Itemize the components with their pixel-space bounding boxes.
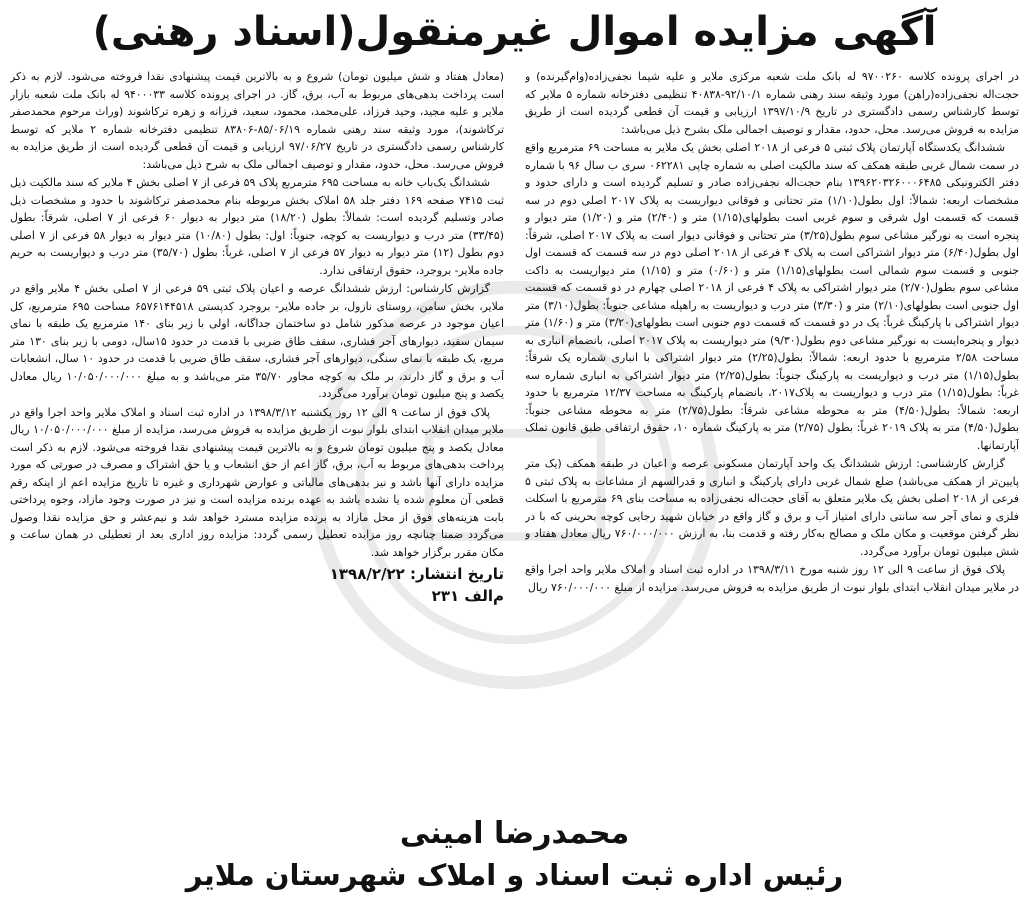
publish-date: تاریخ انتشار: ۱۳۹۸/۲/۲۲ (329, 565, 504, 583)
left-paragraph: پلاک فوق از ساعت ۹ الی ۱۲ روز یکشنبه ۱۳۹۸/۳/۱۲ در اداره ثبت اسناد و املاک ملایر واحد اجرا واقع در ملایر میدان انقلاب ابتدای بلوار نبوت از طریق مزایده به فروش می‌رسد، مزایده از مبلغ ۱۰/۰۵۰/۰۰۰/۰۰۰ ریال معادل یکصد و پنج میلیون تومان شروع و به بالاترین قیمت پیشنهادی نقدا فروخته می‌شود. لازم به ذکر است پرداخت بدهی‌های مربوط به آب، برق، گاز اعم از حق انشعاب و یا حق اشتراک و مصرف در صورتی که مورد مزایده دارای آنها باشد و نیز بدهی‌های مالیاتی و عوارض شهرداری و غیره تا تاریخ مزایده اعم از اینکه رقم قطعی آن معلوم شده یا نشده باشد به عهده برنده مزایده است و نیز در صورت وجود مازاد، وجوه پرداختی بابت هزینه‌های فوق از محل مازاد به برنده مزایده مسترد خواهد شد و نیم‌عشر و حق مزایده نقدا وصول می‌گردد ضمنا چنانچه روز مزایده تعطیل رسمی گردد: مزایده روز اداری بعد از تعطیلی در همان ساعت و مکان مقرر برگزار خواهد شد. (10, 405, 504, 559)
left-paragraph: گزارش کارشناس: ارزش ششدانگ عرصه و اعیان پلاک ثبتی ۵۹ فرعی از ۷ اصلی بخش ۴ ملایر واقع در ملایر، بخش سامن، روستای نازول، بر جاده ملایر- بروجرد کدپستی ۶۵۷۶۱۴۴۵۱۸ مساحت ۶۹۵ مترمربع، کل اعیان موجود در عرصه مذکور شامل دو ساختمان جداگانه، اولی با زیر بنای ۱۴۰ مترمربع یک طبقه با نمای سیمان سفید، دیوارهای آجر فشاری، سقف طاق ضربی با قدمت در حدود ۱۵سال، دومی با زیر بنای ۱۳۰ متر مربع، یک طبقه با نمای سنگی، دیوارهای آجر فشاری، سقف طاق ضربی با قدمت در حدود ۱۰ سال، انشعابات آب و برق و گاز دارند، بر ملک به کوچه مجاور ۳۵/۷۰ متر می‌باشد و به مبلغ ۱۰/۰۵۰/۰۰۰/۰۰۰ ریال معادل یکصد و پنج میلیون تومان برآورد می‌گردد. (10, 282, 504, 400)
left-paragraph: ششدانگ یک‌باب خانه به مساحت ۶۹۵ مترمربع پلاک ۵۹ فرعی از ۷ اصلی بخش ۴ ملایر که سند مالکیت ذیل ثبت ۷۴۱۵ صفحه ۱۶۹ دفتر جلد ۵۸ املاک بخش مربوطه بنام محمدصفر ترکاشوند با حدود و مشخصات ذیل صادر وتسلیم گردیده است: شمالاً: بطول (۱۸/۲۰) متر دیوار به دیوار ۶۰ فرعی از ۷ اصلی، شرقاً: بطول (۳۳/۴۵) متر درب و دیواریست به کوچه، جنوباً: اول: بطول (۱۰/۸۰) متر دیوار به دیوار ۵۸ فرعی از ۷ اصلی دوم بطول (۱۲) متر دیوار به دیوار ۵۷ فرعی از ۷ اصلی، غرباً: بطول (۳۵/۷۰) متر درب و دیواریست به حریم جاده ملایر- بروجرد، حقوق ارتفاقی ندارد. (10, 176, 504, 277)
right-column (525, 68, 1019, 810)
signature-block (10, 814, 1019, 896)
right-paragraph: پلاک فوق از ساعت ۹ الی ۱۲ روز شنبه مورخ ۱۳۹۸/۳/۱۱ در اداره ثبت اسناد و املاک ملایر واحد اجرا واقع در ملایر میدان انقلاب ابتدای بلوار نبوت از طریق مزایده به فروش می‌رسد. مزایده از مبلغ ۷۶۰/۰۰۰/۰۰۰ ریال (525, 563, 1019, 594)
left-column (10, 68, 504, 810)
notice-body (10, 68, 1019, 810)
signatory-title: رئیس اداره ثبت اسناد و املاک شهرستان ملایر (185, 858, 844, 892)
left-paragraph: (معادل هفتاد و شش میلیون تومان) شروع و به بالاترین قیمت پیشنهادی نقدا فروخته می‌شود. لازم به ذکر است پرداخت بدهی‌های مربوط به آب، برق، گاز. در اجرای پرونده کلاسه ۹۴۰۰۰۳۳ له بانک ملت شعبه بازار ملایر و علیه مجید، وحید فرزاد، علی‌محمد، محمود، سعید، فرزانه و زهره ترکاشوند (وراث مرحوم محمدصفر ترکاشوند)، مورد وثیقه سند رهنی شماره ۸۵/۰۶/۱۹-۸۳۸۰۶ تنظیمی دفترخانه شماره ۲ ملایر که توسط کارشناس رسمی دادگستری در تاریخ ۹۷/۰۶/۲۷ ارزیابی و قیمت آن قطعی گردیده است از طریق مزایده به فروش می‌رسد. محل، حدود، مقدار و توصیف اجمالی ملک به شرح ذیل می‌باشد: (10, 70, 504, 171)
reference-code: م‌الف ۲۳۱ (431, 587, 504, 605)
right-paragraph: ششدانگ یکدستگاه آپارتمان پلاک ثبتی ۵ فرعی از ۲۰۱۸ اصلی بخش یک ملایر به مساحت ۶۹ مترمربع واقع در سمت شمال غربی طبقه همکف که سند مالکیت اصلی به شماره چاپی ۰۶۲۲۸۱ سری ب سال ۹۶ با شماره دفتر الکترونیکی ۱۳۹۶۲۰۳۲۶۰۰۰۶۴۸۵ بنام حجت‌اله نجفی‌زاده صادر و تسلیم گردیده است و دارای حدود و مشخصات اربعه: شمالاً: اول بطول(۱/۱۰) متر تحتانی و فوقانی دیواریست به پلاک ۲۰۱۷ اصلی دوم در سه قسمت که قسمت اول شرقی و سوم غربی است بطولهای(۱/۱۵) متر و (۲/۴۰) متر و (۱/۲۰) متر دیوار و پنجره است به نورگیر مشاعی سوم بطول(۳/۲۵) متر تحتانی و فوقانی دیوار است به پلاک ۲۰۱۷ اصلی، شرقاً: اول بطول(۶/۴۰) متر دیوار اشتراکی است به پلاک ۴ فرعی از ۲۰۱۸ اصلی دوم در سه قسمت که قسمت اول جنوبی و قسمت سوم شمالی است بطولهای(۱/۱۵) متر و (۰/۶۰) متر و (۱/۱۵) متر دیواریست به داکت مشاعی سوم بطول(۲/۷۰) متر دیوار اشتراکی به پلاک ۴ فرعی از ۲۰۱۸ اصلی چهارم در دو قسمت که قسمت اول جنوبی است بطولهای(۲/۱۰) متر و (۳/۳۰) متر درب و دیواریست به راهپله مشاعی جنوباً: بطول(۳/۱۰) متر دیوار اشتراکی با پارکینگ غرباً: یک در دو قسمت که قسمت دوم جنوبی است بطولهای(۳/۲۰) متر و (۱/۶۰) متر دیوار و پنجره‌ایست به نورگیر مشاعی دوم بطول(۹/۳۰) متر دیواریست به پلاک ۲۰۱۷ اصلی، بانضمام انباری به مساحت ۲/۵۸ مترمربع با حدود اربعه: شمالاً: بطول(۲/۲۵) متر دیوار اشتراکی با انباری شماره یک شرقاً: بطول(۱/۱۵) متر درب و دیواریست به پارکینگ جنوباً: بطول(۲/۲۵) متر دیوار اشتراکی به انباری شماره سه غرباً: بطول(۱/۱۵) متر درب و دیواریست به پلاک۲۰۱۷، بانضمام پارکینگ به مساحت ۱۲/۳۷ مترمربع با حدود اربعه: شمالاً: بطول(۴/۵۰) متر به محوطه مشاعی شرقاً: بطول(۲/۷۵) متر به محوطه مشاعی جنوباً: بطول(۴/۵۰) متر به پلاک ۲۰۱۹ غرباً: بطول (۲/۷۵) متر به پارکینگ شماره ۱۰، حقوق ارتفاقی طبق قانون تملک آپارتمانها. (525, 141, 1019, 452)
signatory-name: محمدرضا امینی (399, 816, 630, 851)
right-paragraph: گزارش کارشناسی: ارزش ششدانگ یک واحد آپارتمان مسکونی عرصه و اعیان در طبقه همکف (یک متر پایین‌تر از همکف می‌باشد) ضلع شمال غربی دارای پارکینگ و انباری و قدرالسهم از مشاعات به پلاک ثبتی ۵ فرعی از ۲۰۱۸ اصلی بخش یک ملایر متعلق به آقای حجت‌اله نجفی‌زاده به مساحت بنای ۶۹ مترمربع با اسکلت فلزی و نمای آجر سه سانتی دارای امتیاز آب و برق و گاز واقع در خیابان شهید رجایی کوچه بحرینی که با در نظر گرفتن موقعیت و مکان ملک و مصالح به‌کار رفته و قدمت بنا، به ارزش ۷۶۰/۰۰۰/۰۰۰ ریال معادل هفتاد و شش میلیون تومان برآورد می‌گردد. (525, 457, 1019, 558)
publication-meta (10, 563, 504, 607)
right-paragraph: در اجرای پرونده کلاسه ۹۷۰۰۲۶۰ له بانک ملت شعبه مرکزی ملایر و علیه شیما نجفی‌زاده(وام‌گیرنده) و حجت‌اله نجفی‌زاده(راهن) مورد وثیقه سند رهنی شماره ۹۲/۱۰/۱-۴۰۸۳۸ تنظیمی دفترخانه شماره ۵ ملایر که توسط کارشناس رسمی دادگستری در تاریخ ۱۳۹۷/۱۰/۹ ارزیابی و قیمت آن قطعی گردیده است از طریق مزایده به فروش می‌رسد. محل، حدود، مقدار و توصیف اجمالی ملک بشرح ذیل می‌باشد: (525, 70, 1019, 136)
notice-title: آگهی مزایده اموال غیرمنقول(اسناد رهنی) (92, 9, 937, 55)
